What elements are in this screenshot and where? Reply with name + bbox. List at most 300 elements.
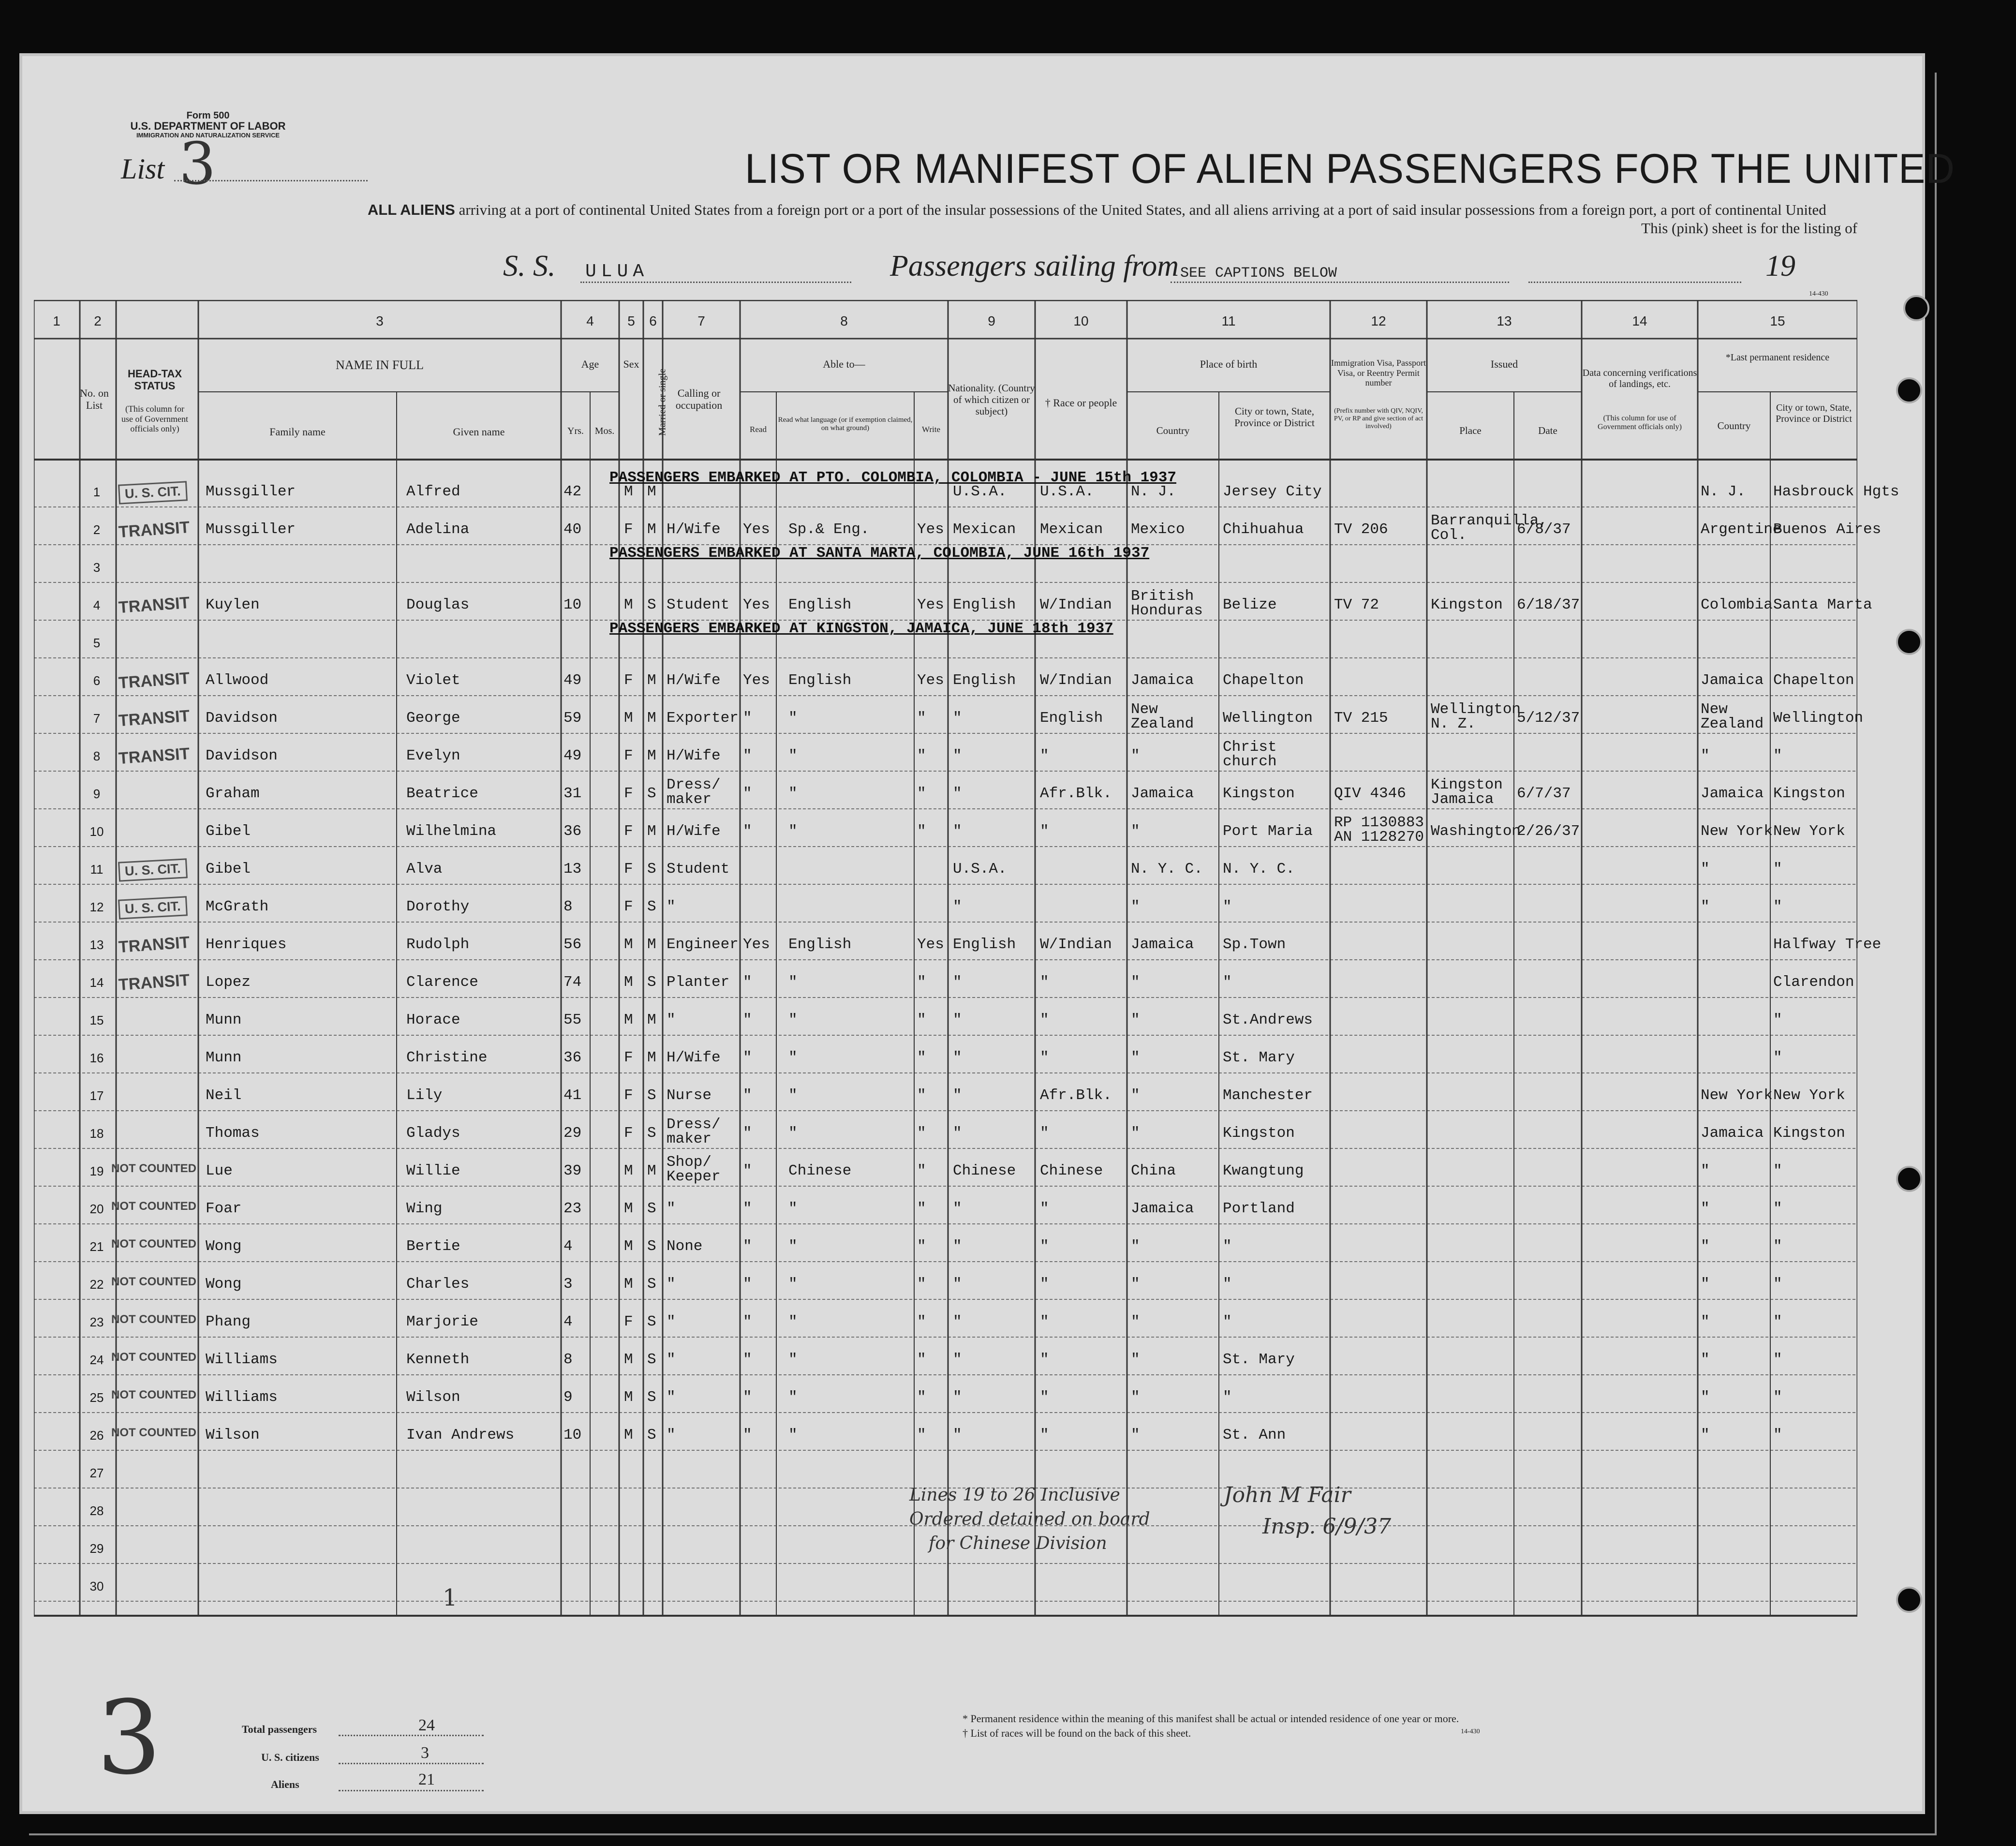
age-years: 55 xyxy=(563,1012,582,1028)
residence-city: " xyxy=(1773,1427,1782,1444)
race: " xyxy=(1040,1351,1049,1368)
residence-city: " xyxy=(1773,747,1782,764)
nationality: " xyxy=(953,1276,962,1293)
family-name: Davidson xyxy=(206,710,278,727)
family-name: Lue xyxy=(206,1162,233,1179)
read-language: English xyxy=(788,936,852,953)
row-number: 11 xyxy=(90,862,104,877)
residence-city: Kingston xyxy=(1773,1125,1845,1142)
nationality: " xyxy=(953,1012,962,1028)
marital-status: S xyxy=(647,1389,656,1406)
col-read-lang: Read what language (or if exemption claimed, on what ground) xyxy=(778,416,913,432)
age-years: 10 xyxy=(563,596,582,613)
column-number: 4 xyxy=(586,313,594,328)
occupation: H/Wife xyxy=(667,1049,721,1066)
sex: F xyxy=(624,861,633,878)
col-write: Write xyxy=(921,425,941,434)
occupation: H/Wife xyxy=(667,672,721,689)
col-able-to: Able to— xyxy=(823,358,865,370)
nationality: Mexican xyxy=(953,521,1016,538)
residence-country: " xyxy=(1701,861,1710,878)
col-yrs: Yrs. xyxy=(567,426,584,436)
birth-city: " xyxy=(1223,898,1232,915)
family-name: Neil xyxy=(206,1087,242,1104)
punch-hole xyxy=(1903,295,1929,321)
col-place-of-birth: Place of birth xyxy=(1200,358,1258,370)
occupation: H/Wife xyxy=(667,521,721,538)
given-name: Ivan Andrews xyxy=(406,1427,515,1444)
race: English xyxy=(1040,710,1103,727)
nationality: " xyxy=(953,1087,962,1104)
birth-city: N. Y. C. xyxy=(1223,861,1295,878)
age-years: 29 xyxy=(563,1125,582,1142)
residence-country: " xyxy=(1701,1427,1710,1444)
form-code-top: 14-430 xyxy=(1809,290,1828,298)
family-name: Allwood xyxy=(206,672,269,689)
occupation: " xyxy=(667,1351,676,1368)
sex: F xyxy=(624,1087,633,1104)
can-read: " xyxy=(743,1276,752,1293)
col-mos: Mos. xyxy=(594,426,615,436)
us-citizens-label: U. S. citizens xyxy=(261,1751,319,1763)
family-name: Munn xyxy=(206,1012,242,1028)
can-write: " xyxy=(917,823,926,840)
family-name: Davidson xyxy=(206,747,278,764)
row-number: 26 xyxy=(89,1428,104,1443)
residence-country: " xyxy=(1701,898,1710,915)
marital-status: S xyxy=(647,1200,656,1217)
birth-country: " xyxy=(1131,1087,1140,1104)
can-write: " xyxy=(917,1313,926,1330)
birth-country: " xyxy=(1131,1049,1140,1066)
col-head-tax: HEAD-TAX STATUS xyxy=(127,368,182,392)
given-name: Alva xyxy=(406,861,443,878)
birth-city: " xyxy=(1223,1389,1232,1406)
birth-city: St.Andrews xyxy=(1223,1012,1313,1028)
birth-city: Wellington xyxy=(1223,710,1313,727)
inspector-signature: John M Fair xyxy=(1224,1483,1351,1507)
residence-country: Jamaica xyxy=(1701,672,1764,689)
age-years: 8 xyxy=(563,1351,573,1368)
occupation: Shop/ Keeper xyxy=(667,1154,721,1185)
occupation: Nurse xyxy=(667,1087,712,1104)
col-issued-place: Place xyxy=(1459,425,1482,436)
col-race: † Race or people xyxy=(1045,397,1117,409)
birth-country: " xyxy=(1131,747,1140,764)
can-read: " xyxy=(743,823,752,840)
marital-status: S xyxy=(647,1276,656,1293)
race: " xyxy=(1040,823,1049,840)
embarkation-banner: PASSENGERS EMBARKED AT SANTA MARTA, COLOMBIA, JUNE 16th 1937 xyxy=(609,545,1150,562)
total-passengers-value: 24 xyxy=(418,1716,435,1734)
age-years: 4 xyxy=(563,1313,573,1330)
row-number: 1 xyxy=(93,485,101,499)
age-years: 31 xyxy=(563,785,582,802)
birth-country: Mexico xyxy=(1131,521,1185,538)
residence-city: " xyxy=(1773,1049,1782,1066)
race: " xyxy=(1040,1200,1049,1217)
residence-city: New York xyxy=(1773,1087,1845,1104)
column-number: 15 xyxy=(1770,313,1785,328)
marital-status: S xyxy=(647,1351,656,1368)
race: " xyxy=(1040,1313,1049,1330)
row-number: 9 xyxy=(93,787,101,801)
age-years: 9 xyxy=(563,1389,573,1406)
row-number: 20 xyxy=(89,1202,104,1216)
birth-city: " xyxy=(1223,1238,1232,1255)
residence-city: " xyxy=(1773,1012,1782,1028)
can-write: " xyxy=(917,1012,926,1028)
can-read: " xyxy=(743,1087,752,1104)
issued-date: 6/7/37 xyxy=(1517,785,1571,802)
birth-country: " xyxy=(1131,1313,1140,1330)
can-write: Yes xyxy=(917,936,944,953)
read-language: English xyxy=(788,596,852,613)
read-language: " xyxy=(788,785,798,802)
birth-country: " xyxy=(1131,1389,1140,1406)
race: W/Indian xyxy=(1040,672,1112,689)
punch-hole xyxy=(1896,629,1922,655)
can-read: " xyxy=(743,1125,752,1142)
col-pob-country: Country xyxy=(1156,425,1190,436)
us-citizens-line xyxy=(339,1763,484,1764)
can-read: Yes xyxy=(743,672,770,689)
ss-label: S. S. xyxy=(503,250,556,283)
family-name: Gibel xyxy=(206,861,251,878)
birth-country: N. Y. C. xyxy=(1131,861,1203,878)
can-write: " xyxy=(917,1276,926,1293)
marital-status: M xyxy=(647,521,656,538)
family-name: Gibel xyxy=(206,823,251,840)
nationality: " xyxy=(953,1049,962,1066)
list-number: 3 xyxy=(179,131,216,198)
visa-number: TV 206 xyxy=(1334,521,1388,538)
row-number: 30 xyxy=(89,1579,104,1593)
family-name: Foar xyxy=(206,1200,242,1217)
family-name: Mussgiller xyxy=(206,483,296,500)
residence-city: " xyxy=(1773,1238,1782,1255)
can-read: " xyxy=(743,747,752,764)
residence-country: " xyxy=(1701,1389,1710,1406)
column-number: 6 xyxy=(649,313,657,328)
head-tax-status-stamp: TRANSIT xyxy=(118,970,191,995)
given-name: George xyxy=(406,710,460,727)
birth-country: " xyxy=(1131,974,1140,991)
given-name: Willie xyxy=(406,1162,460,1179)
birth-country: Jamaica xyxy=(1131,785,1194,802)
residence-country: " xyxy=(1701,1313,1710,1330)
inspector-title: Insp. 6/9/37 xyxy=(1262,1514,1392,1539)
marital-status: M xyxy=(647,747,656,764)
head-tax-status-stamp: TRANSIT xyxy=(118,593,191,617)
age-years: 59 xyxy=(563,710,582,727)
sex: M xyxy=(624,1389,633,1406)
sex: F xyxy=(624,785,633,802)
read-language: " xyxy=(788,710,798,727)
row-number: 25 xyxy=(89,1390,104,1405)
marital-status: S xyxy=(647,1427,656,1444)
nationality: " xyxy=(953,1125,962,1142)
residence-country: " xyxy=(1701,1351,1710,1368)
column-number: 8 xyxy=(840,313,848,328)
footnote-races: † List of races will be found on the back of this sheet. xyxy=(963,1727,1191,1739)
row-number: 15 xyxy=(89,1013,104,1027)
marital-status: S xyxy=(647,861,656,878)
aliens-line xyxy=(339,1790,484,1791)
birth-country: " xyxy=(1131,1276,1140,1293)
col-verif-note: (This column for use of Government officials only) xyxy=(1598,414,1682,432)
can-write: " xyxy=(917,1125,926,1142)
race: W/Indian xyxy=(1040,936,1112,953)
row-number: 3 xyxy=(93,560,101,575)
age-years: 56 xyxy=(563,936,582,953)
sex: F xyxy=(624,1313,633,1330)
birth-city: Chapelton xyxy=(1223,672,1304,689)
ship-name: ULUA xyxy=(585,261,649,282)
given-name: Violet xyxy=(406,672,460,689)
sex: M xyxy=(624,1427,633,1444)
row-number: 7 xyxy=(93,711,101,726)
residence-country: " xyxy=(1701,747,1710,764)
head-tax-status-stamp: U. S. CIT. xyxy=(118,481,187,504)
can-read: " xyxy=(743,1162,752,1179)
age-years: 10 xyxy=(563,1427,582,1444)
family-name: Phang xyxy=(206,1313,251,1330)
read-language: " xyxy=(788,974,798,991)
occupation: Dress/ maker xyxy=(667,1116,721,1147)
race: Mexican xyxy=(1040,521,1103,538)
nationality: " xyxy=(953,1427,962,1444)
col-family-name: Family name xyxy=(269,426,326,438)
sex: F xyxy=(624,823,633,840)
birth-city: Belize xyxy=(1223,596,1277,613)
birth-country: British Honduras xyxy=(1131,588,1203,619)
given-name: Douglas xyxy=(406,596,470,613)
residence-country: " xyxy=(1701,1276,1710,1293)
can-read: " xyxy=(743,710,752,727)
visa-number: QIV 4346 xyxy=(1334,785,1406,802)
nationality: " xyxy=(953,747,962,764)
race: W/Indian xyxy=(1040,596,1112,613)
issued-date: 6/8/37 xyxy=(1517,521,1571,538)
can-read: " xyxy=(743,1427,752,1444)
nationality: English xyxy=(953,936,1016,953)
column-number: 9 xyxy=(988,313,995,328)
given-name: Wilson xyxy=(406,1389,460,1406)
punch-hole xyxy=(1896,1166,1922,1192)
sex: M xyxy=(624,1162,633,1179)
visa-number: RP 1130883 AN 1128270 xyxy=(1334,814,1424,846)
col-nationality: Nationality. (Country of which citizen or subject) xyxy=(948,382,1035,417)
birth-country: " xyxy=(1131,1351,1140,1368)
residence-city: Chapelton xyxy=(1773,672,1854,689)
age-years: 8 xyxy=(563,898,573,915)
family-name: Munn xyxy=(206,1049,242,1066)
race: " xyxy=(1040,1238,1049,1255)
nationality: " xyxy=(953,898,962,915)
birth-country: Jamaica xyxy=(1131,1200,1194,1217)
can-read: " xyxy=(743,974,752,991)
handwritten-note-line-2: Ordered detained on board xyxy=(909,1509,1150,1529)
col-last-residence: *Last permanent residence xyxy=(1725,352,1830,363)
issued-place: Washington xyxy=(1431,823,1521,840)
head-tax-status-stamp: TRANSIT xyxy=(118,706,191,730)
manifest-instructions xyxy=(368,201,1857,238)
row-number: 5 xyxy=(93,636,101,650)
age-years: 42 xyxy=(563,483,582,500)
family-name: Williams xyxy=(206,1389,278,1406)
residence-country: " xyxy=(1701,1238,1710,1255)
nationality: U.S.A. xyxy=(953,861,1007,878)
can-read: " xyxy=(743,1049,752,1066)
occupation: Dress/ maker xyxy=(667,776,721,808)
head-tax-status-stamp: TRANSIT xyxy=(118,669,191,693)
given-name: Beatrice xyxy=(406,785,478,802)
marital-status: S xyxy=(647,596,656,613)
can-write: Yes xyxy=(917,521,944,538)
residence-country: New Zealand xyxy=(1701,701,1764,732)
instruction-text-2: This (pink) sheet is for the listing of xyxy=(1641,220,1857,237)
birth-country: Jamaica xyxy=(1131,672,1194,689)
col-calling: Calling or occupation xyxy=(675,387,723,412)
birth-city: St. Mary xyxy=(1223,1351,1295,1368)
us-citizens-value: 3 xyxy=(421,1744,429,1762)
can-write: " xyxy=(917,1162,926,1179)
nationality: " xyxy=(953,1351,962,1368)
row-number: 21 xyxy=(89,1239,104,1254)
row-number: 2 xyxy=(93,522,101,537)
nationality: " xyxy=(953,1200,962,1217)
head-tax-status-stamp: U. S. CIT. xyxy=(118,896,187,919)
can-write: " xyxy=(917,785,926,802)
residence-country: Jamaica xyxy=(1701,1125,1764,1142)
marital-status: M xyxy=(647,710,656,727)
occupation: " xyxy=(667,898,676,915)
family-name: Wilson xyxy=(206,1427,260,1444)
form-number: Form 500 xyxy=(186,110,230,121)
race: " xyxy=(1040,1049,1049,1066)
given-name: Gladys xyxy=(406,1125,460,1142)
race: " xyxy=(1040,1427,1049,1444)
marital-status: S xyxy=(647,1087,656,1104)
age-years: 3 xyxy=(563,1276,573,1293)
residence-city: " xyxy=(1773,1389,1782,1406)
col-issued-date: Date xyxy=(1538,425,1557,436)
occupation: " xyxy=(667,1427,676,1444)
residence-country: Colombia xyxy=(1701,596,1773,613)
can-read: " xyxy=(743,1200,752,1217)
residence-country: New York xyxy=(1701,1087,1773,1104)
service-name: IMMIGRATION AND NATURALIZATION SERVICE xyxy=(136,132,280,139)
col-visa-note: (Prefix number with QIV, NQIV, PV, or RP and give section of act involved) xyxy=(1334,407,1423,431)
residence-city: " xyxy=(1773,861,1782,878)
given-name: Evelyn xyxy=(406,747,460,764)
head-tax-status-stamp: NOT COUNTED xyxy=(111,1275,196,1288)
column-number: 12 xyxy=(1371,313,1386,328)
given-name: Wing xyxy=(406,1200,443,1217)
given-name: Christine xyxy=(406,1049,488,1066)
age-years: 41 xyxy=(563,1087,582,1104)
total-passengers-line xyxy=(339,1735,484,1736)
table-grid xyxy=(34,300,1857,1647)
family-name: Henriques xyxy=(206,936,287,953)
race: Afr.Blk. xyxy=(1040,785,1112,802)
residence-city: " xyxy=(1773,1276,1782,1293)
head-tax-status-stamp: TRANSIT xyxy=(118,744,191,768)
head-tax-status-stamp: NOT COUNTED xyxy=(111,1162,196,1175)
row-number: 8 xyxy=(93,749,101,763)
row-number: 4 xyxy=(93,598,101,612)
nationality: " xyxy=(953,974,962,991)
handwritten-corner-number: 3 xyxy=(97,1679,162,1797)
residence-city: Kingston xyxy=(1773,785,1845,802)
read-language: " xyxy=(788,1200,798,1217)
sex: F xyxy=(624,1049,633,1066)
residence-city: " xyxy=(1773,1351,1782,1368)
row-number: 10 xyxy=(89,824,104,839)
form-code-bottom: 14-430 xyxy=(1461,1728,1480,1735)
birth-city: Kingston xyxy=(1223,785,1295,802)
birth-city: " xyxy=(1223,974,1232,991)
family-name: Graham xyxy=(206,785,260,802)
read-language: " xyxy=(788,1012,798,1028)
col-issued: Issued xyxy=(1490,358,1518,370)
race: U.S.A. xyxy=(1040,483,1094,500)
nationality: Chinese xyxy=(953,1162,1016,1179)
column-number: 3 xyxy=(376,313,384,328)
sex: M xyxy=(624,596,633,613)
occupation: " xyxy=(667,1276,676,1293)
col-res-country: Country xyxy=(1717,420,1751,432)
residence-city: Clarendon xyxy=(1773,974,1854,991)
col-head-tax-note: (This column for use of Government officials only) xyxy=(121,404,188,434)
list-label: List xyxy=(121,153,165,185)
occupation: H/Wife xyxy=(667,823,721,840)
birth-country: " xyxy=(1131,1427,1140,1444)
can-write: Yes xyxy=(917,672,944,689)
column-number: 7 xyxy=(697,313,705,328)
race: Afr.Blk. xyxy=(1040,1087,1112,1104)
residence-city: Halfway Tree xyxy=(1773,936,1882,953)
race: " xyxy=(1040,1125,1049,1142)
issued-place: Kingston Jamaica xyxy=(1431,776,1503,808)
birth-city: Manchester xyxy=(1223,1087,1313,1104)
residence-city: Santa Marta xyxy=(1773,596,1872,613)
embarkation-banner: PASSENGERS EMBARKED AT KINGSTON, JAMAICA, JUNE 18th 1937 xyxy=(609,620,1113,637)
nationality: " xyxy=(953,785,962,802)
visa-number: TV 72 xyxy=(1334,596,1379,613)
read-language: " xyxy=(788,1389,798,1406)
race: " xyxy=(1040,747,1049,764)
race: Chinese xyxy=(1040,1162,1103,1179)
marital-status: S xyxy=(647,1313,656,1330)
marital-status: S xyxy=(647,898,656,915)
sex: F xyxy=(624,521,633,538)
birth-city: St. Ann xyxy=(1223,1427,1286,1444)
sex: F xyxy=(624,747,633,764)
can-write: " xyxy=(917,1351,926,1368)
family-name: Wong xyxy=(206,1238,242,1255)
footnote-permanent-residence: * Permanent residence within the meaning of this manifest shall be actual or intended residence of one year or more. xyxy=(963,1712,1459,1725)
residence-city: " xyxy=(1773,1313,1782,1330)
row-number: 18 xyxy=(89,1126,104,1141)
residence-country: " xyxy=(1701,1200,1710,1217)
sex: F xyxy=(624,672,633,689)
col-res-city: City or town, State, Province or District xyxy=(1776,402,1852,424)
row-number: 27 xyxy=(89,1466,104,1480)
row-number: 24 xyxy=(89,1353,104,1367)
given-name: Dorothy xyxy=(406,898,470,915)
